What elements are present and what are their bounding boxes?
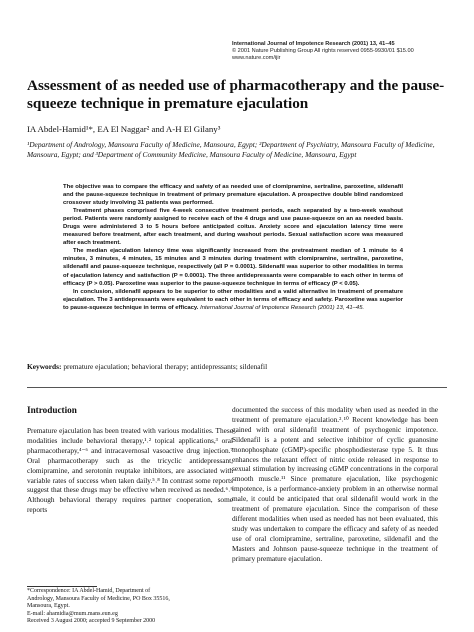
- journal-header: [232, 41, 462, 62]
- abstract-paragraph: [63, 288, 403, 312]
- left-column: [27, 405, 233, 515]
- abstract-citation: International Journal of Impotence Research (2001) 13, 41–45.: [200, 304, 365, 311]
- affiliations: ¹Department of Andrology, Mansoura Faculty of Medicine, Mansoura, Egypt; ²Department of Psychiatry, Mansoura Faculty of Medicine, Mansoura, Egypt; and ³Department of Community Medicine, Mansoura Faculty of Medicine, Mansoura, Egypt: [27, 140, 435, 159]
- footnote-divider: [27, 586, 97, 587]
- keywords-text: premature ejaculation; behavioral therapy; antidepressants; sildenafil: [63, 362, 268, 371]
- author-list: IA Abdel-Hamid¹*, EA El Naggar² and A-H El Gilany³: [27, 124, 221, 134]
- journal-url[interactable]: www.nature.com/ijir: [232, 55, 281, 61]
- introduction-text-left: Premature ejaculation has been treated with various modalities. These modalities include behavioral therapy,¹˒² topical applications,³ oral pharmacotherapy,⁴⁻⁶ and intracavernosal vasoactive drug injection.⁷ Oral pharmacotherapy such as the tricyclic antidepressant, clomipramine, and serotonin reuptake inhibitors, are associated with variable rates of success when taken daily.⁵˒⁸ In contrast some reports suggest that these drugs may be effective when received as needed.⁶˒⁹ Although behavioral therapy requires partner cooperation, some reports: [27, 426, 233, 515]
- journal-citation: International Journal of Impotence Research (2001) 13, 41–45: [232, 41, 395, 47]
- received-dates: Received 3 August 2000; accepted 9 September 2000: [27, 618, 156, 624]
- correspondence-email[interactable]: E-mail: ahamidia@mum.mans.eun.eg: [27, 610, 118, 617]
- correspondence-note: *Correspondence: IA Abdel-Hamid, Department of: [27, 588, 151, 594]
- correspondence-address: Andrology, Mansoura Faculty of Medicine, PO Box 35516,: [27, 595, 170, 602]
- keywords-label: Keywords:: [27, 362, 62, 371]
- copyright-line: © 2001 Nature Publishing Group All rights reserved 0955-9930/01 $15.00: [232, 48, 414, 54]
- abstract-conclusion: In conclusion, sildenafil appears to be superior to other modalities and a valid alternative in treatment of premature ejaculation. The 3 antidepressants were equivalent to each other in terms of efficacy and safety. Paroxetine was superior to pause-squeeze technique in terms of efficacy.: [63, 288, 403, 311]
- section-divider: [27, 387, 447, 388]
- introduction-text-right: documented the success of this modality when used as needed in the treatment of premature ejaculation.²˒¹⁰ Recent knowledge has been gained with oral sildenafil treatment of psychogenic impotence. Sildenafil is a potent and selective inhibitor of cyclic guanosine monophosphate (cGMP)-specific phosphodiesterase type 5. It thus enhances the relaxant effect of nitric oxide released in response to sexual stimulation by increasing cGMP concentrations in the corporal smooth muscle.¹¹ Since premature ejaculation, like psychogenic impotence, is a performance-anxiety problem in an otherwise normal male, it could be anticipated that oral sildenafil would work in the treatment of premature ejaculation. Since the comparison of these different modalities when used as needed has not been evaluated, this study was undertaken to compare the efficacy and safety of as needed use of oral clomipramine, sertraline, paroxetine, sildenafil and the Masters and Johnson pause-squeeze technique in the treatment of primary premature ejaculation.: [232, 405, 438, 563]
- abstract: [63, 183, 403, 312]
- right-column: [232, 405, 438, 564]
- article-title: Assessment of as needed use of pharmacotherapy and the pause-squeeze technique in premature ejaculation: [27, 77, 445, 112]
- abstract-paragraph: The objective was to compare the efficacy and safety of as needed use of clomipramine, sertraline, paroxetine, sildenafil and the pause-squeeze technique in treatment of primary premature ejaculation. A prospective double blind randomized crossover study involving 31 patients was performed.: [63, 184, 403, 207]
- keywords: [27, 362, 447, 371]
- footnotes: [27, 588, 227, 626]
- introduction-heading: Introduction: [27, 405, 77, 415]
- abstract-paragraph: Treatment phases comprised five 4-week consecutive treatment periods, each separated by a two-week washout period. Patients were randomly assigned to receive each of the 4 drugs and use pause-squeeze on an as needed basis. Drugs were administered 3 to 5 hours before anticipated coitus. Anxiety score and ejaculation latency time were measured before treatment, after each treatment, and during washout periods. Sexual satisfaction score was measured after each treatment.: [63, 208, 403, 247]
- abstract-paragraph: The median ejaculation latency time was significantly increased from the pretreatment median of 1 minute to 4 minutes, 3 minutes, 4 minutes, 15 minutes and 3 minutes during treatment with clomipramine, sertraline, paroxetine, sildenafil and pause-squeeze technique, respectively (all P = 0.0001). Sildenafil was superior to other modalities in terms of ejaculation latency and satisfaction (P = 0.0001). The three antidepressants were comparable to each other in terms of efficacy (P > 0.05). Paroxetine was superior to the pause-squeeze technique in terms of efficacy (P < 0.05).: [63, 248, 403, 287]
- correspondence-address: Mansoura, Egypt.: [27, 603, 70, 609]
